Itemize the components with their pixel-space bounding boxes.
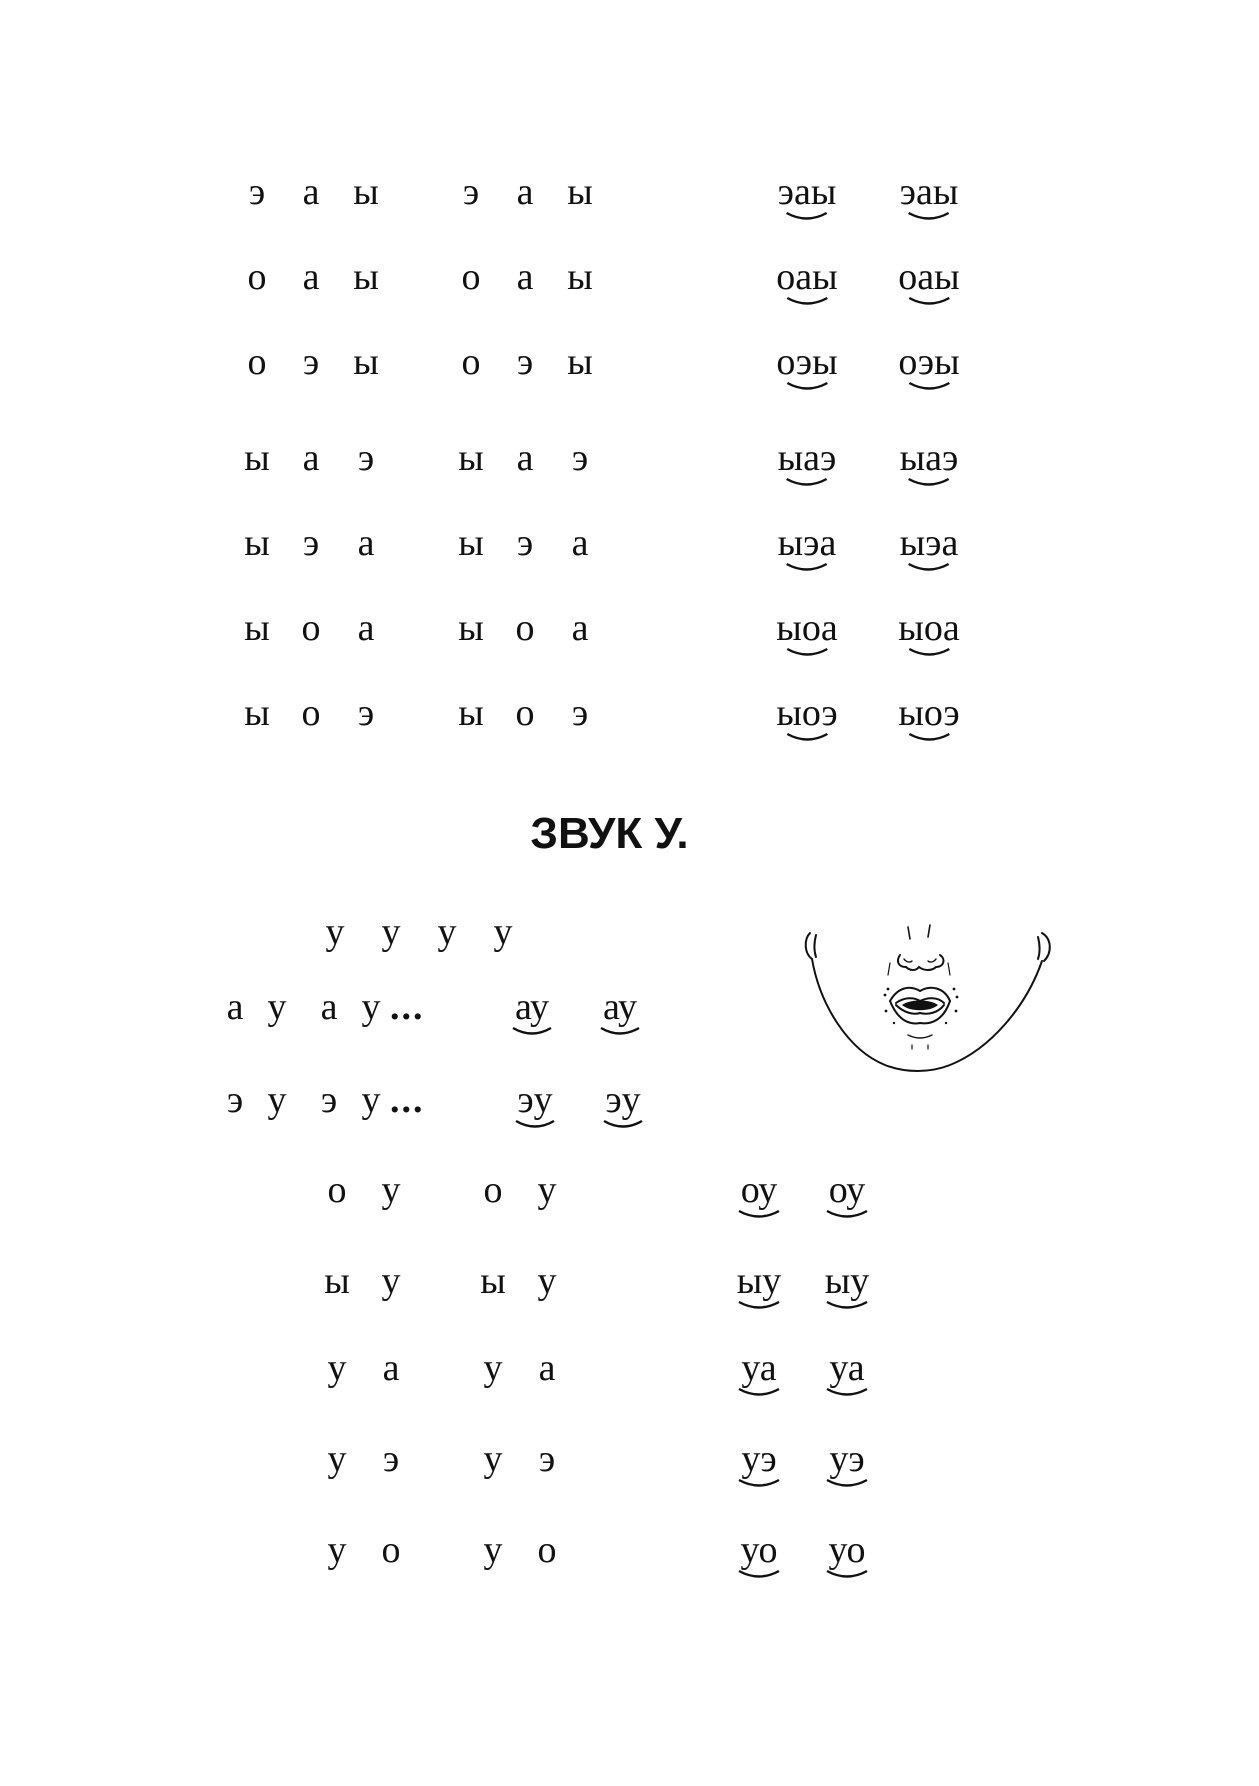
linked-syllable: эаы (778, 170, 837, 224)
vowel-letter: э (248, 171, 266, 213)
vowel-letter: у (483, 1347, 503, 1389)
vowel-letter: а (538, 1347, 556, 1389)
linked-syllable: ыу (821, 1259, 873, 1313)
linked-syllable: уэ (733, 1437, 785, 1491)
u-letter: у (381, 911, 401, 953)
vowel-letter: у (483, 1529, 503, 1571)
liaison-arc-icon (733, 1477, 785, 1491)
vowel-letter: э (302, 522, 320, 564)
liaison-arc-icon (903, 476, 955, 490)
vowel-letter: ы (458, 522, 484, 564)
vowel-letter: у (537, 1260, 557, 1302)
vowel-letter: э (357, 692, 375, 734)
linked-syllable: ыэа (900, 521, 959, 575)
vowel-letter: э (302, 341, 320, 383)
vowel-letter: э (516, 522, 534, 564)
liaison-arc-icon (821, 1477, 873, 1491)
liaison-arc-icon (821, 1568, 873, 1582)
vowel-row (0, 255, 1259, 325)
vowel-letter: а (302, 437, 320, 479)
vowel-letter: у (327, 1529, 347, 1571)
vowel-letter: э (571, 692, 589, 734)
vowel-letter: ы (567, 256, 593, 298)
vowel-row (0, 1528, 1259, 1598)
liaison-arc-icon (781, 476, 833, 490)
liaison-arc-icon (733, 1386, 785, 1400)
u-letter: у (493, 911, 513, 953)
vowel-letter: ы (353, 171, 379, 213)
linked-syllable: уа (821, 1346, 873, 1400)
linked-syllable: уэ (821, 1437, 873, 1491)
linked-syllable: ыу (733, 1259, 785, 1313)
linked-syllable: ыоэ (898, 691, 959, 745)
vowel-letter: о (537, 1529, 557, 1571)
linked-syllable: ыоа (898, 606, 959, 660)
vowel-letter: ы (567, 171, 593, 213)
vowel-row (0, 170, 1259, 240)
vowel-letter: о (483, 1169, 503, 1211)
vowel-letter: у (327, 1347, 347, 1389)
ellipsis: ... (390, 986, 425, 1028)
liaison-arc-icon (733, 1299, 785, 1313)
vowel-letter: э (382, 1438, 400, 1480)
vowel-letter: ы (567, 341, 593, 383)
linked-syllable: ыоэ (776, 691, 837, 745)
linked-syllable: эу (600, 1078, 646, 1132)
liaison-arc-icon (903, 561, 955, 575)
linked-syllable: оаы (776, 255, 837, 309)
vowel-letter: а (302, 256, 320, 298)
vowel-row (0, 521, 1259, 591)
vowel-letter: у (537, 1169, 557, 1211)
vowel-letter: а (357, 522, 375, 564)
liaison-arc-icon (821, 1208, 873, 1222)
u-letter: у (325, 911, 345, 953)
vowel-letter: а (516, 256, 534, 298)
liaison-arc-icon (903, 210, 955, 224)
liaison-arc-icon (509, 1025, 555, 1039)
vowel-letter: ы (458, 437, 484, 479)
linked-syllable: уо (821, 1528, 873, 1582)
vowel-letter: ы (480, 1260, 506, 1302)
vowel-letter: а (516, 437, 534, 479)
alternation-row-au (0, 985, 1259, 1055)
linked-syllable: ыоа (776, 606, 837, 660)
vowel-letter: э (226, 1079, 244, 1121)
liaison-arc-icon (781, 295, 833, 309)
vowel-letter: о (461, 256, 481, 298)
vowel-letter: о (301, 692, 321, 734)
vowel-letter: ы (244, 607, 270, 649)
linked-syllable: ау (597, 985, 643, 1039)
liaison-arc-icon (781, 561, 833, 575)
vowel-letter: о (461, 341, 481, 383)
alternation-row-eu (0, 1078, 1259, 1148)
linked-syllable: оэы (776, 340, 837, 394)
linked-syllable: ыаэ (900, 436, 959, 490)
u-letter: у (437, 911, 457, 953)
vowel-letter: у (361, 1079, 381, 1121)
vowel-letter: ы (458, 692, 484, 734)
vowel-letter: у (327, 1438, 347, 1480)
vowel-letter: о (247, 256, 267, 298)
vowel-row (0, 1437, 1259, 1507)
vowel-letter: у (381, 1260, 401, 1302)
vowel-row (0, 436, 1259, 506)
linked-syllable: ыаэ (778, 436, 837, 490)
vowel-letter: а (571, 522, 589, 564)
lip-articulation-illustration-icon (790, 915, 1070, 1105)
vowel-letter: у (483, 1438, 503, 1480)
linked-syllable: ыэа (778, 521, 837, 575)
vowel-letter: а (382, 1347, 400, 1389)
vowel-letter: ы (458, 607, 484, 649)
linked-syllable: оу (821, 1168, 873, 1222)
liaison-arc-icon (512, 1118, 558, 1132)
linked-syllable: оэы (898, 340, 959, 394)
vowel-letter: э (571, 437, 589, 479)
vowel-letter: о (247, 341, 267, 383)
vowel-letter: о (515, 607, 535, 649)
u-repetition-row (0, 910, 1259, 980)
vowel-letter: у (361, 986, 381, 1028)
vowel-letter: э (357, 437, 375, 479)
vowel-letter: а (226, 986, 244, 1028)
liaison-arc-icon (733, 1568, 785, 1582)
vowel-letter: ы (324, 1260, 350, 1302)
vowel-row (0, 1259, 1259, 1329)
vowel-row (0, 691, 1259, 761)
vowel-letter: ы (353, 341, 379, 383)
ellipsis: ... (390, 1079, 425, 1121)
liaison-arc-icon (733, 1208, 785, 1222)
vowel-letter: ы (353, 256, 379, 298)
linked-syllable: уо (733, 1528, 785, 1582)
vowel-letter: э (516, 341, 534, 383)
vowel-letter: у (267, 986, 287, 1028)
vowel-letter: ы (244, 437, 270, 479)
liaison-arc-icon (781, 380, 833, 394)
section-title: ЗВУК У. (530, 809, 689, 858)
liaison-arc-icon (903, 295, 955, 309)
linked-syllable: эу (512, 1078, 558, 1132)
vowel-letter: о (327, 1169, 347, 1211)
linked-syllable: оу (733, 1168, 785, 1222)
vowel-letter: а (302, 171, 320, 213)
vowel-row (0, 1168, 1259, 1238)
liaison-arc-icon (821, 1299, 873, 1313)
vowel-letter: а (357, 607, 375, 649)
vowel-letter: э (462, 171, 480, 213)
liaison-arc-icon (903, 731, 955, 745)
vowel-letter: а (320, 986, 338, 1028)
vowel-letter: у (381, 1169, 401, 1211)
vowel-letter: о (515, 692, 535, 734)
liaison-arc-icon (903, 380, 955, 394)
liaison-arc-icon (781, 646, 833, 660)
vowel-letter: ы (244, 692, 270, 734)
vowel-row (0, 340, 1259, 410)
liaison-arc-icon (821, 1386, 873, 1400)
vowel-letter: о (381, 1529, 401, 1571)
vowel-letter: ы (244, 522, 270, 564)
liaison-arc-icon (781, 731, 833, 745)
linked-syllable: ау (509, 985, 555, 1039)
vowel-letter: э (320, 1079, 338, 1121)
vowel-letter: э (538, 1438, 556, 1480)
vowel-letter: о (301, 607, 321, 649)
linked-syllable: оаы (898, 255, 959, 309)
vowel-letter: у (267, 1079, 287, 1121)
vowel-row (0, 1346, 1259, 1416)
liaison-arc-icon (781, 210, 833, 224)
liaison-arc-icon (597, 1025, 643, 1039)
liaison-arc-icon (903, 646, 955, 660)
linked-syllable: уа (733, 1346, 785, 1400)
liaison-arc-icon (600, 1118, 646, 1132)
vowel-row (0, 606, 1259, 676)
vowel-letter: а (571, 607, 589, 649)
linked-syllable: эаы (900, 170, 959, 224)
vowel-letter: а (516, 171, 534, 213)
